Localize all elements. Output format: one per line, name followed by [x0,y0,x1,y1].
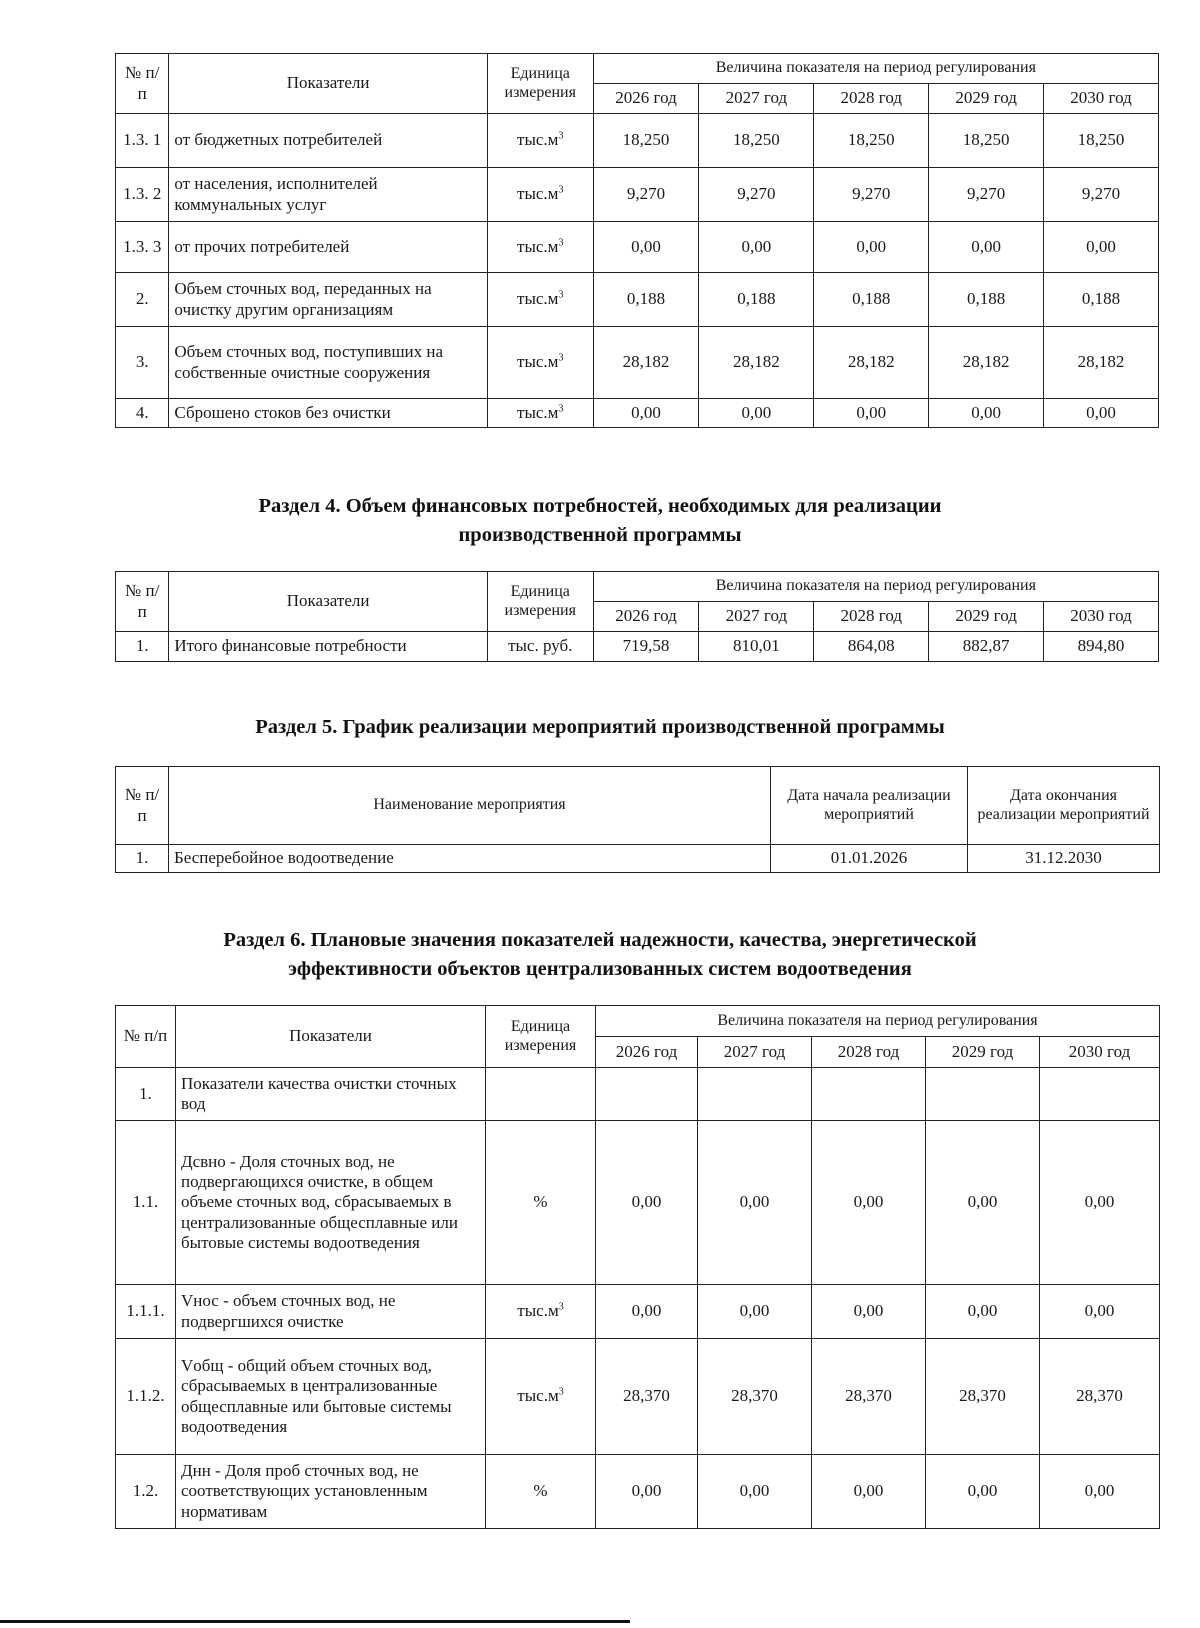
col-header-num: № п/п [116,1006,176,1068]
row-value [926,1068,1040,1121]
row-name: Показатели качества очистки сточных вод [176,1068,486,1121]
table-schedule [115,766,1160,873]
row-value: 18,250 [699,114,814,168]
col-header-unit: Единица измерения [486,1006,596,1068]
row-num: 2. [116,273,169,327]
row-value: 18,250 [929,114,1044,168]
col-header-year: 2027 год [698,1037,812,1068]
row-unit: $тыс.м^3$ [486,1285,596,1339]
row-value: 0,00 [593,222,699,273]
row-value: 9,270 [699,168,814,222]
row-value: 0,00 [1040,1121,1160,1285]
row-unit [486,1068,596,1121]
row-name: от населения, исполнителей коммунальных услуг [169,168,487,222]
section-4-title [0,492,1200,549]
col-header-period: Величина показателя на период регулирования [593,572,1158,602]
table-row [116,632,1159,662]
row-value: 0,188 [593,273,699,327]
col-header-year: 2028 год [812,1037,926,1068]
row-value: 0,00 [814,399,929,428]
col-header-year: 2030 год [1040,1037,1160,1068]
row-num: 1. [116,845,169,873]
row-num: 1.3. 3 [116,222,169,273]
table-financial [115,571,1159,662]
col-header-period: Величина показателя на период регулирования [593,54,1158,84]
col-header-indicators: Показатели [169,54,487,114]
row-value: 9,270 [593,168,699,222]
row-unit: тыс. руб. [487,632,593,662]
section-6-title [0,926,1200,983]
row-num: 3. [116,327,169,399]
row-name: Дсвно - Доля сточных вод, не подвергающихся очистке, в общем объеме сточных вод, сбрасываемых в централизованные общесплавные или бытовые системы водоотведения [176,1121,486,1285]
row-value: 0,188 [1044,273,1159,327]
row-value: 0,00 [812,1121,926,1285]
row-value: 0,00 [926,1455,1040,1529]
row-unit: $тыс.м^3$ [486,1339,596,1455]
section-5-title [0,713,1200,742]
section-6-title-line2: эффективности объектов централизованных систем водоотведения [288,957,912,980]
table-row [116,399,1159,428]
row-value: 28,182 [593,327,699,399]
table-row [116,168,1159,222]
row-value: 719,58 [593,632,699,662]
table-row [116,222,1159,273]
row-value: 28,370 [698,1339,812,1455]
row-unit: $тыс.м^3$ [487,114,593,168]
row-value: 28,182 [1044,327,1159,399]
row-end-date: 31.12.2030 [968,845,1160,873]
col-header-indicators: Показатели [176,1006,486,1068]
row-value: 0,00 [699,399,814,428]
row-value: 18,250 [814,114,929,168]
row-num: 4. [116,399,169,428]
row-value: 0,00 [699,222,814,273]
scan-edge-line [0,1620,630,1623]
col-header-year: 2029 год [929,602,1044,632]
row-value: 0,00 [596,1455,698,1529]
row-value: 28,370 [812,1339,926,1455]
row-value: 0,00 [1040,1455,1160,1529]
col-header-year: 2027 год [699,84,814,114]
row-value: 9,270 [814,168,929,222]
col-header-start-date: Дата начала реализации мероприятий [771,767,968,845]
row-value: 0,00 [814,222,929,273]
row-value: 18,250 [1044,114,1159,168]
col-header-indicators: Показатели [169,572,487,632]
col-header-year: 2029 год [929,84,1044,114]
row-name: Бесперебойное водоотведение [169,845,771,873]
row-value: 0,00 [596,1285,698,1339]
table-row [116,1339,1160,1455]
col-header-num: № п/п [116,767,169,845]
table-row [116,1455,1160,1529]
row-value: 0,00 [926,1121,1040,1285]
row-unit: % [486,1455,596,1529]
col-header-year: 2026 год [593,602,699,632]
col-header-year: 2030 год [1044,602,1159,632]
col-header-unit: Единица измерения [487,572,593,632]
row-value: 0,00 [698,1455,812,1529]
section-4-title-line1: Раздел 4. Объем финансовых потребностей, необходимых для реализации [258,495,942,517]
row-value: 0,00 [1044,399,1159,428]
col-header-year: 2029 год [926,1037,1040,1068]
row-name: от бюджетных потребителей [169,114,487,168]
row-value: 0,00 [593,399,699,428]
row-value: 28,182 [699,327,814,399]
row-unit: $тыс.м^3$ [487,222,593,273]
row-value: 0,00 [698,1121,812,1285]
table-row [116,1121,1160,1285]
row-value: 9,270 [929,168,1044,222]
row-name: Итого финансовые потребности [169,632,487,662]
row-name: Vнос - объем сточных вод, не подвергшихся очистке [176,1285,486,1339]
col-header-year: 2026 год [593,84,699,114]
col-header-unit: Единица измерения [487,54,593,114]
row-name: Объем сточных вод, поступивших на собственные очистные сооружения [169,327,487,399]
row-start-date: 01.01.2026 [771,845,968,873]
row-value: 0,00 [1044,222,1159,273]
row-value: 882,87 [929,632,1044,662]
table-volumes [115,53,1159,428]
row-num: 1.3. 1 [116,114,169,168]
table-row [116,1068,1160,1121]
row-value: 0,00 [698,1285,812,1339]
row-value: 894,80 [1044,632,1159,662]
table-performance-indicators [115,1005,1160,1529]
row-num: 1.1.1. [116,1285,176,1339]
row-value: 0,00 [926,1285,1040,1339]
col-header-year: 2027 год [699,602,814,632]
row-name: Сброшено стоков без очистки [169,399,487,428]
row-num: 1. [116,632,169,662]
col-header-end-date: Дата окончания реализации мероприятий [968,767,1160,845]
row-value: 0,188 [814,273,929,327]
row-unit: $тыс.м^3$ [487,327,593,399]
row-value: 0,00 [929,222,1044,273]
row-value: 28,182 [814,327,929,399]
row-value [596,1068,698,1121]
row-value [698,1068,812,1121]
section-5-title-line: Раздел 5. График реализации мероприятий производственной программы [255,716,945,738]
row-name: от прочих потребителей [169,222,487,273]
col-header-year: 2028 год [814,84,929,114]
table-row [116,273,1159,327]
table-row [116,114,1159,168]
row-value: 28,370 [596,1339,698,1455]
row-num: 1.1.2. [116,1339,176,1455]
col-header-year: 2028 год [814,602,929,632]
section-6-title-line1: Раздел 6. Плановые значения показателей надежности, качества, энергетической [223,929,977,951]
row-value [812,1068,926,1121]
row-value: 0,188 [929,273,1044,327]
row-value: 0,00 [812,1455,926,1529]
row-value: 28,182 [929,327,1044,399]
row-value: 0,00 [812,1285,926,1339]
row-value: 864,08 [814,632,929,662]
row-value: 810,01 [699,632,814,662]
row-unit: $тыс.м^3$ [487,273,593,327]
row-value: 18,250 [593,114,699,168]
row-value: 0,00 [1040,1285,1160,1339]
row-value: 28,370 [1040,1339,1160,1455]
col-header-year: 2026 год [596,1037,698,1068]
row-value: 0,188 [699,273,814,327]
col-header-year: 2030 год [1044,84,1159,114]
row-value: 28,370 [926,1339,1040,1455]
table-row [116,845,1160,873]
row-num: 1.1. [116,1121,176,1285]
table-row [116,327,1159,399]
row-num: 1.3. 2 [116,168,169,222]
row-num: 1. [116,1068,176,1121]
col-header-num: № п/п [116,54,169,114]
row-num: 1.2. [116,1455,176,1529]
col-header-num: № п/п [116,572,169,632]
row-value: 0,00 [596,1121,698,1285]
row-name: Объем сточных вод, переданных на очистку другим организациям [169,273,487,327]
row-unit: $тыс.м^3$ [487,399,593,428]
row-name: Vобщ - общий объем сточных вод, сбрасываемых в централизованные общесплавные или бытовые системы водоотведения [176,1339,486,1455]
col-header-event-name: Наименование мероприятия [169,767,771,845]
row-unit: $тыс.м^3$ [487,168,593,222]
row-value [1040,1068,1160,1121]
table-row [116,1285,1160,1339]
row-name: Днн - Доля проб сточных вод, не соответствующих установленным нормативам [176,1455,486,1529]
row-unit: % [486,1121,596,1285]
section-4-title-line2: производственной программы [458,523,742,546]
row-value: 9,270 [1044,168,1159,222]
row-value: 0,00 [929,399,1044,428]
col-header-period: Величина показателя на период регулирования [596,1006,1160,1037]
